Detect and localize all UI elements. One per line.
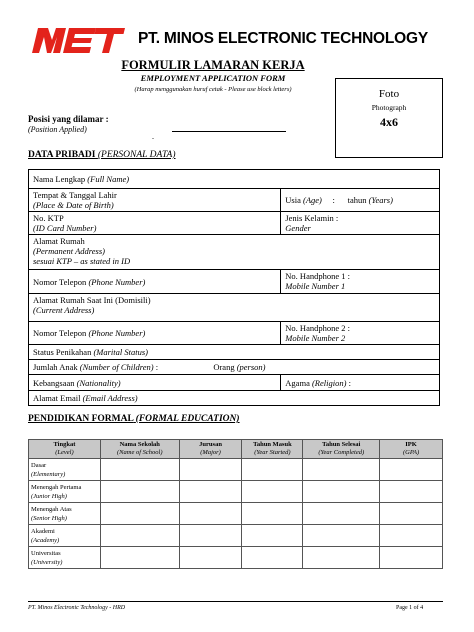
column-header: Tahun Selesai (Year Completed) [303, 440, 380, 459]
email-field[interactable]: Alamat Email (Email Address) [29, 391, 440, 406]
table-row [29, 481, 443, 503]
year-start-cell[interactable] [242, 481, 303, 503]
year-start-cell[interactable] [242, 459, 303, 481]
footer-company: PT. Minos Electronic Technology - HRD [28, 605, 126, 611]
permanent-address-field[interactable]: Alamat Rumah (Permanent Address) sesuai KTP – as stated in ID [29, 235, 440, 270]
mobile-field-1[interactable]: No. Handphone 1 : Mobile Number 1 [281, 270, 440, 294]
school-cell[interactable] [100, 547, 179, 569]
photo-label-en: Photograph [371, 103, 407, 112]
age-field[interactable]: Usia (Age) : tahun (Years) [281, 189, 440, 212]
column-header: Tahun Masuk (Year Started) [242, 440, 303, 459]
year-end-cell[interactable] [303, 503, 380, 525]
year-start-cell[interactable] [242, 547, 303, 569]
major-cell[interactable] [179, 503, 242, 525]
column-header: Tingkat (Level) [29, 440, 101, 459]
education-heading: PENDIDIKAN FORMAL (FORMAL EDUCATION) [28, 414, 240, 424]
year-start-cell[interactable] [242, 525, 303, 547]
children-field[interactable]: Jumlah Anak (Number of Children) : Orang (person) [29, 360, 440, 375]
level-cell: Akademi (Academy) [29, 525, 101, 547]
table-row [29, 459, 443, 481]
school-cell[interactable] [100, 481, 179, 503]
level-cell: Dasar (Elementary) [29, 459, 101, 481]
level-cell: Universitas (University) [29, 547, 101, 569]
level-cell: Menengah Atas (Senior High) [29, 503, 101, 525]
form-note: (Harap menggunakan huruf cetak - Please use block letters) [134, 86, 292, 93]
position-dot: . [152, 132, 154, 141]
nationality-field[interactable]: Kebangsaan (Nationality) [29, 375, 281, 391]
form-title: FORMULIR LAMARAN KERJA [121, 58, 305, 72]
marital-status-field[interactable]: Status Penikahan (Marital Status) [29, 345, 440, 360]
table-row [29, 503, 443, 525]
gpa-cell[interactable] [380, 503, 443, 525]
mobile-field-2[interactable]: No. Handphone 2 : Mobile Number 2 [281, 322, 440, 345]
year-end-cell[interactable] [303, 481, 380, 503]
level-cell: Menengah Pertama (Junior High) [29, 481, 101, 503]
gender-field[interactable]: Jenis Kelamin : Gender [281, 212, 440, 235]
school-cell[interactable] [100, 525, 179, 547]
page-number: Page 1 of 4 [396, 605, 424, 611]
photo-size: 4x6 [380, 115, 398, 129]
year-start-cell[interactable] [242, 503, 303, 525]
year-end-cell[interactable] [303, 459, 380, 481]
school-cell[interactable] [100, 503, 179, 525]
year-end-cell[interactable] [303, 525, 380, 547]
photo-box[interactable] [335, 78, 443, 158]
column-header: IPK (GPA) [380, 440, 443, 459]
id-card-field[interactable]: No. KTP (ID Card Number) [29, 212, 281, 235]
column-header: Nama Sekolah (Name of School) [100, 440, 179, 459]
photo-label: Foto [378, 88, 400, 100]
gpa-cell[interactable] [380, 481, 443, 503]
table-row [29, 547, 443, 569]
current-address-field[interactable]: Alamat Rumah Saat Ini (Domisili) (Current Address) [29, 294, 440, 322]
footer-divider [28, 601, 443, 602]
major-cell[interactable] [179, 459, 242, 481]
phone-field-2[interactable]: Nomor Telepon (Phone Number) [29, 322, 281, 345]
gpa-cell[interactable] [380, 525, 443, 547]
phone-field-1[interactable]: Nomor Telepon (Phone Number) [29, 270, 281, 294]
birth-field[interactable]: Tempat & Tanggal Lahir (Place & Date of Birth) [29, 189, 281, 212]
full-name-field[interactable]: Nama Lengkap (Full Name) [29, 170, 440, 189]
personal-data-table [28, 169, 440, 406]
company-name: PT. MINOS ELECTRONIC TECHNOLOGY [138, 30, 429, 47]
major-cell[interactable] [179, 547, 242, 569]
column-header: Jurusan (Major) [179, 440, 242, 459]
position-label: Posisi yang dilamar : [28, 114, 109, 124]
met-logo [30, 26, 126, 54]
major-cell[interactable] [179, 525, 242, 547]
position-field[interactable] [172, 121, 286, 132]
year-end-cell[interactable] [303, 547, 380, 569]
gpa-cell[interactable] [380, 459, 443, 481]
position-label-en: (Position Applied) [28, 125, 87, 134]
major-cell[interactable] [179, 481, 242, 503]
gpa-cell[interactable] [380, 547, 443, 569]
religion-field[interactable]: Agama (Religion) : [281, 375, 440, 391]
education-header-row [29, 440, 443, 459]
table-row [29, 525, 443, 547]
personal-data-heading: DATA PRIBADI (PERSONAL DATA) [28, 150, 176, 160]
education-table [28, 439, 443, 569]
form-subtitle: EMPLOYMENT APPLICATION FORM [140, 73, 286, 83]
school-cell[interactable] [100, 459, 179, 481]
